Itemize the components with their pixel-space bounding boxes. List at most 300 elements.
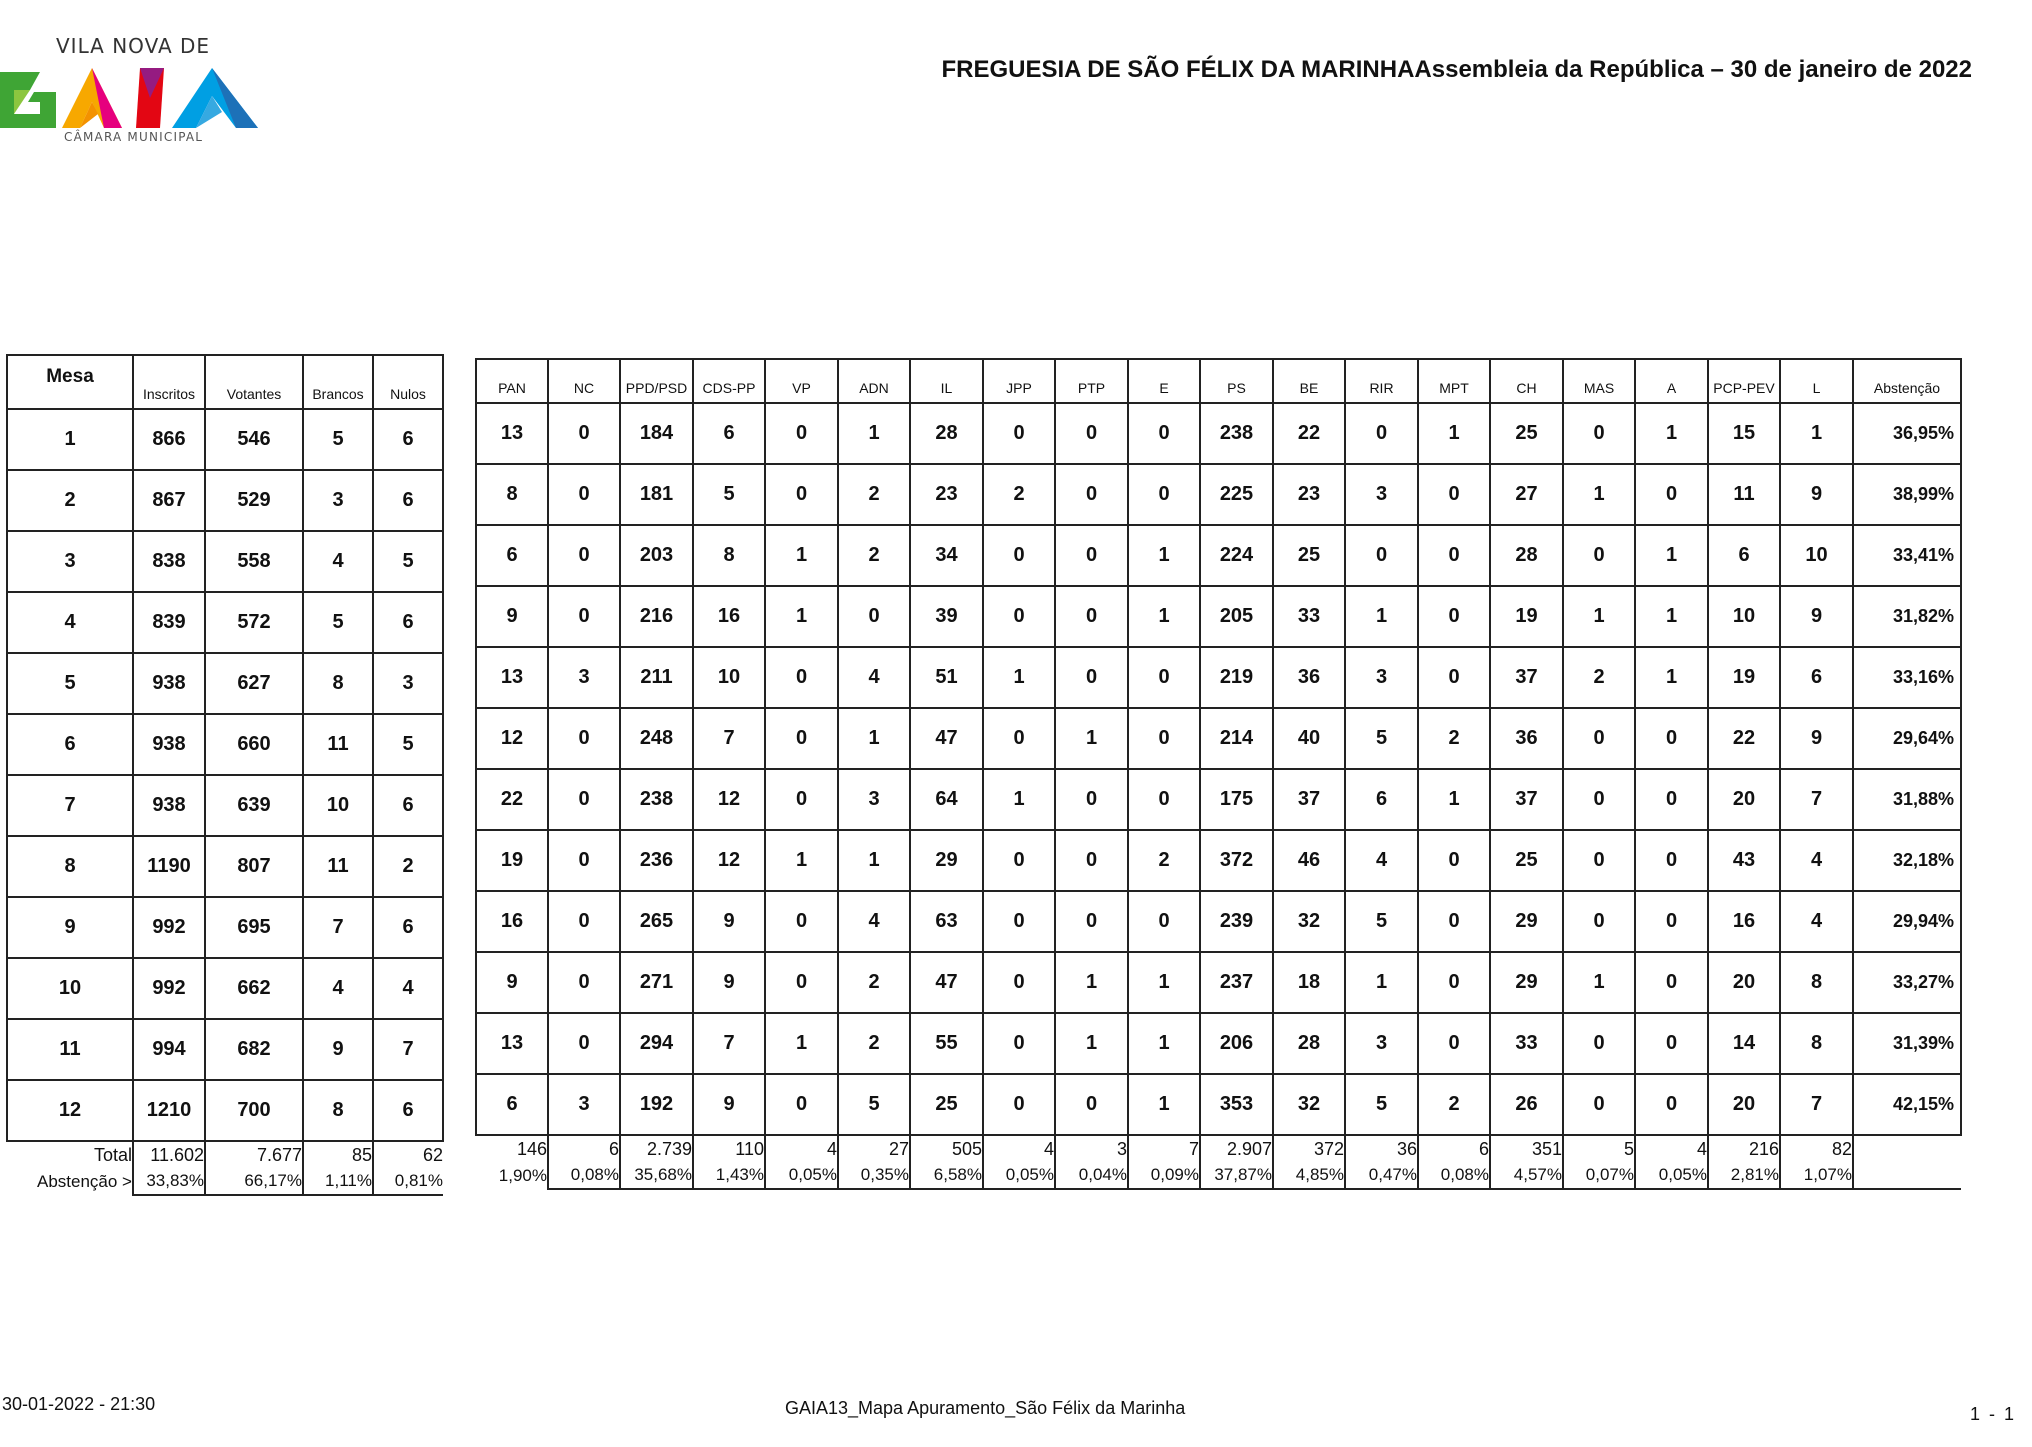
votes-cell: 1: [1563, 952, 1635, 1013]
percent-row: [7, 1168, 443, 1195]
votes-cell: 0: [765, 952, 838, 1013]
header-party: Abstenção: [1853, 359, 1961, 403]
total-cell: 7: [1128, 1135, 1200, 1162]
votes-cell: 9: [476, 586, 548, 647]
votes-cell: 0: [1345, 403, 1418, 464]
votes-cell: 12: [476, 708, 548, 769]
votes-cell: 8: [693, 525, 765, 586]
value-cell: 5: [303, 409, 373, 470]
total-cell: 2.739: [620, 1135, 693, 1162]
header-party: MAS: [1563, 359, 1635, 403]
votes-cell: 4: [1780, 830, 1853, 891]
votes-cell: 0: [983, 952, 1055, 1013]
abstention-cell: 33,41%: [1853, 525, 1961, 586]
votes-cell: 0: [1345, 525, 1418, 586]
total-cell: 5: [1563, 1135, 1635, 1162]
header-party: RIR: [1345, 359, 1418, 403]
votes-cell: 18: [1273, 952, 1345, 1013]
votes-cell: 37: [1273, 769, 1345, 830]
votes-cell: 294: [620, 1013, 693, 1074]
votes-cell: 3: [548, 1074, 620, 1135]
votes-cell: 0: [1563, 1013, 1635, 1074]
votes-cell: 0: [765, 708, 838, 769]
value-cell: 11: [303, 714, 373, 775]
votes-cell: 33: [1273, 586, 1345, 647]
table-row: [476, 647, 1961, 708]
votes-cell: 0: [1563, 525, 1635, 586]
votes-cell: 47: [910, 708, 983, 769]
percent-cell: 66,17%: [205, 1168, 303, 1195]
votes-cell: 0: [1128, 708, 1200, 769]
header-party: PS: [1200, 359, 1273, 403]
total-cell: 3: [1055, 1135, 1128, 1162]
votes-cell: 184: [620, 403, 693, 464]
abstention-cell: 29,94%: [1853, 891, 1961, 952]
votes-cell: 23: [1273, 464, 1345, 525]
header-party: ADN: [838, 359, 910, 403]
votes-cell: 1: [1128, 952, 1200, 1013]
votes-cell: 0: [1635, 708, 1708, 769]
percent-cell: 4,57%: [1490, 1162, 1563, 1189]
votes-cell: 27: [1490, 464, 1563, 525]
value-cell: 627: [205, 653, 303, 714]
total-cell: 27: [838, 1135, 910, 1162]
votes-cell: 214: [1200, 708, 1273, 769]
value-cell: 938: [133, 775, 205, 836]
value-cell: 3: [373, 653, 443, 714]
votes-cell: 28: [1490, 525, 1563, 586]
votes-cell: 2: [838, 1013, 910, 1074]
votes-cell: 11: [1708, 464, 1780, 525]
abstention-cell: 31,88%: [1853, 769, 1961, 830]
abstention-cell: 42,15%: [1853, 1074, 1961, 1135]
value-cell: 660: [205, 714, 303, 775]
percent-cell: 4,85%: [1273, 1162, 1345, 1189]
votes-cell: 6: [476, 1074, 548, 1135]
votes-cell: 1: [1563, 464, 1635, 525]
votes-cell: 0: [1635, 952, 1708, 1013]
votes-cell: 39: [910, 586, 983, 647]
footer-datetime: 30-01-2022 - 21:30: [2, 1394, 156, 1414]
votes-cell: 0: [548, 1013, 620, 1074]
header-votantes: Votantes: [205, 355, 303, 409]
total-label: Total: [93, 1144, 132, 1165]
votes-cell: 225: [1200, 464, 1273, 525]
votes-cell: 13: [476, 1013, 548, 1074]
votes-cell: 7: [1780, 1074, 1853, 1135]
value-cell: 838: [133, 531, 205, 592]
votes-cell: 192: [620, 1074, 693, 1135]
votes-cell: 14: [1708, 1013, 1780, 1074]
votes-cell: 1: [1055, 952, 1128, 1013]
votes-cell: 9: [693, 891, 765, 952]
percent-cell: 0,07%: [1563, 1162, 1635, 1189]
header-inscritos: Inscritos: [133, 355, 205, 409]
value-cell: 7: [373, 1019, 443, 1080]
votes-cell: 63: [910, 891, 983, 952]
header-party: CDS-PP: [693, 359, 765, 403]
votes-cell: 0: [765, 769, 838, 830]
votes-cell: 0: [983, 830, 1055, 891]
votes-cell: 51: [910, 647, 983, 708]
table-row: [7, 836, 443, 897]
votes-cell: 22: [476, 769, 548, 830]
value-cell: 6: [373, 592, 443, 653]
votes-cell: 22: [1708, 708, 1780, 769]
votes-cell: 19: [1708, 647, 1780, 708]
votes-cell: 0: [1635, 1013, 1708, 1074]
votes-cell: 2: [1418, 708, 1490, 769]
value-cell: 994: [133, 1019, 205, 1080]
total-cell: 4: [983, 1135, 1055, 1162]
value-cell: 867: [133, 470, 205, 531]
votes-cell: 0: [1563, 891, 1635, 952]
votes-cell: 9: [693, 1074, 765, 1135]
votes-cell: 7: [1780, 769, 1853, 830]
votes-cell: 4: [838, 647, 910, 708]
total-cell: 11.602: [133, 1141, 205, 1168]
percent-cell: 1,07%: [1780, 1162, 1853, 1189]
percent-cell: 0,81%: [373, 1168, 443, 1195]
header-party: A: [1635, 359, 1708, 403]
votes-cell: 4: [1345, 830, 1418, 891]
left-results-table: [6, 354, 444, 1196]
table-row: [7, 775, 443, 836]
votes-cell: 1: [1635, 403, 1708, 464]
votes-cell: 9: [1780, 464, 1853, 525]
mesa-cell: 8: [7, 836, 133, 897]
votes-cell: 5: [1345, 1074, 1418, 1135]
votes-cell: 0: [1635, 1074, 1708, 1135]
percent-cell: 2,81%: [1708, 1162, 1780, 1189]
votes-cell: 16: [693, 586, 765, 647]
votes-cell: 46: [1273, 830, 1345, 891]
votes-cell: 1: [1635, 525, 1708, 586]
votes-cell: 0: [1055, 525, 1128, 586]
votes-cell: 1: [838, 830, 910, 891]
value-cell: 992: [133, 897, 205, 958]
votes-cell: 206: [1200, 1013, 1273, 1074]
votes-cell: 7: [693, 1013, 765, 1074]
votes-cell: 1: [765, 586, 838, 647]
header-party: L: [1780, 359, 1853, 403]
value-cell: 992: [133, 958, 205, 1019]
votes-cell: 0: [765, 891, 838, 952]
votes-cell: 0: [1128, 464, 1200, 525]
votes-cell: 25: [1490, 830, 1563, 891]
votes-cell: 0: [1055, 586, 1128, 647]
votes-cell: 29: [1490, 952, 1563, 1013]
percent-cell: 0,09%: [1128, 1162, 1200, 1189]
votes-cell: 6: [693, 403, 765, 464]
percent-cell: 0,08%: [1418, 1162, 1490, 1189]
votes-cell: 0: [1418, 647, 1490, 708]
mesa-cell: 12: [7, 1080, 133, 1141]
votes-cell: 0: [1635, 464, 1708, 525]
votes-cell: 5: [838, 1074, 910, 1135]
percent-cell: 1,90%: [498, 1165, 547, 1185]
totals-row: [7, 1141, 443, 1168]
mesa-cell: 7: [7, 775, 133, 836]
votes-cell: 64: [910, 769, 983, 830]
percent-cell: 0,47%: [1345, 1162, 1418, 1189]
votes-cell: 0: [1418, 1013, 1490, 1074]
votes-cell: 0: [1563, 1074, 1635, 1135]
votes-cell: 1: [1635, 647, 1708, 708]
total-cell: 7.677: [205, 1141, 303, 1168]
votes-cell: 40: [1273, 708, 1345, 769]
value-cell: 6: [373, 897, 443, 958]
votes-cell: 32: [1273, 1074, 1345, 1135]
votes-cell: 0: [1635, 830, 1708, 891]
table-row: [7, 409, 443, 470]
abstention-cell: 33,16%: [1853, 647, 1961, 708]
votes-cell: 238: [1200, 403, 1273, 464]
votes-cell: 3: [1345, 1013, 1418, 1074]
votes-cell: 37: [1490, 769, 1563, 830]
abstention-cell: 32,18%: [1853, 830, 1961, 891]
votes-cell: 2: [983, 464, 1055, 525]
header-party: MPT: [1418, 359, 1490, 403]
votes-cell: 1: [1345, 952, 1418, 1013]
votes-cell: 211: [620, 647, 693, 708]
percent-cell: 0,08%: [548, 1162, 620, 1189]
votes-cell: 19: [476, 830, 548, 891]
votes-cell: 2: [1128, 830, 1200, 891]
votes-cell: 8: [1780, 1013, 1853, 1074]
table-row: [7, 653, 443, 714]
mesa-cell: 3: [7, 531, 133, 592]
votes-cell: 9: [693, 952, 765, 1013]
table-row: [476, 586, 1961, 647]
votes-cell: 3: [1345, 647, 1418, 708]
votes-cell: 9: [1780, 708, 1853, 769]
logo-bottom-text: CÂMARA MUNICIPAL: [64, 130, 204, 144]
votes-cell: 0: [548, 769, 620, 830]
value-cell: 3: [303, 470, 373, 531]
votes-cell: 1: [1345, 586, 1418, 647]
votes-cell: 12: [693, 769, 765, 830]
table-row: [476, 464, 1961, 525]
votes-cell: 47: [910, 952, 983, 1013]
votes-cell: 1: [1128, 1013, 1200, 1074]
votes-cell: 20: [1708, 769, 1780, 830]
votes-cell: 0: [1055, 403, 1128, 464]
gaia-logo-graphic: [0, 62, 290, 132]
value-cell: 572: [205, 592, 303, 653]
header-party: PPD/PSD: [620, 359, 693, 403]
votes-cell: 1: [1635, 586, 1708, 647]
votes-cell: 238: [620, 769, 693, 830]
abstention-cell: 31,82%: [1853, 586, 1961, 647]
votes-cell: 1: [1128, 586, 1200, 647]
total-cell: 372: [1273, 1135, 1345, 1162]
percent-row: [476, 1162, 1961, 1189]
votes-cell: 224: [1200, 525, 1273, 586]
votes-cell: 0: [983, 586, 1055, 647]
votes-cell: 20: [1708, 1074, 1780, 1135]
table-row: [476, 1074, 1961, 1135]
table-row: [476, 891, 1961, 952]
value-cell: 807: [205, 836, 303, 897]
votes-cell: 10: [693, 647, 765, 708]
votes-cell: 36: [1490, 708, 1563, 769]
votes-cell: 13: [476, 403, 548, 464]
value-cell: 11: [303, 836, 373, 897]
table-row: [7, 897, 443, 958]
page-title: FREGUESIA DE SÃO FÉLIX DA MARINHAAssembleia da República – 30 de janeiro de 2022: [941, 56, 1972, 83]
header-party: E: [1128, 359, 1200, 403]
votes-cell: 0: [548, 525, 620, 586]
percent-cell: 37,87%: [1200, 1162, 1273, 1189]
votes-cell: 7: [693, 708, 765, 769]
votes-cell: 353: [1200, 1074, 1273, 1135]
total-cell: 505: [910, 1135, 983, 1162]
votes-cell: 6: [1345, 769, 1418, 830]
votes-cell: 5: [1345, 708, 1418, 769]
table-row: [7, 592, 443, 653]
abstention-cell: 29,64%: [1853, 708, 1961, 769]
votes-cell: 1: [838, 403, 910, 464]
mesa-cell: 9: [7, 897, 133, 958]
votes-cell: 2: [1418, 1074, 1490, 1135]
votes-cell: 0: [765, 403, 838, 464]
right-results-table: [475, 358, 1962, 1190]
total-cell: 82: [1780, 1135, 1853, 1162]
votes-cell: 0: [1128, 769, 1200, 830]
votes-cell: 1: [1128, 1074, 1200, 1135]
total-cell: 216: [1708, 1135, 1780, 1162]
header-party: PCP-PEV: [1708, 359, 1780, 403]
value-cell: 7: [303, 897, 373, 958]
votes-cell: 0: [983, 708, 1055, 769]
votes-cell: 5: [1345, 891, 1418, 952]
votes-cell: 22: [1273, 403, 1345, 464]
value-cell: 558: [205, 531, 303, 592]
votes-cell: 0: [1418, 830, 1490, 891]
votes-cell: 1: [765, 525, 838, 586]
votes-cell: 33: [1490, 1013, 1563, 1074]
votes-cell: 6: [476, 525, 548, 586]
table-row: [476, 708, 1961, 769]
votes-cell: 0: [1635, 891, 1708, 952]
value-cell: 9: [303, 1019, 373, 1080]
table-row: [476, 830, 1961, 891]
table-row: [7, 1019, 443, 1080]
votes-cell: 25: [910, 1074, 983, 1135]
value-cell: 938: [133, 653, 205, 714]
mesa-cell: 10: [7, 958, 133, 1019]
votes-cell: 4: [838, 891, 910, 952]
votes-cell: 0: [1128, 403, 1200, 464]
total-cell: 146: [516, 1138, 547, 1159]
value-cell: 839: [133, 592, 205, 653]
votes-cell: 0: [548, 708, 620, 769]
votes-cell: 0: [1055, 769, 1128, 830]
header-party: IL: [910, 359, 983, 403]
votes-cell: 19: [1490, 586, 1563, 647]
votes-cell: 3: [1345, 464, 1418, 525]
votes-cell: 29: [910, 830, 983, 891]
percent-cell: 0,05%: [765, 1162, 838, 1189]
votes-cell: 0: [1418, 952, 1490, 1013]
votes-cell: 0: [548, 403, 620, 464]
header-party: BE: [1273, 359, 1345, 403]
votes-cell: 0: [548, 891, 620, 952]
value-cell: 2: [373, 836, 443, 897]
votes-cell: 0: [1055, 464, 1128, 525]
votes-cell: 0: [1055, 830, 1128, 891]
votes-cell: 0: [548, 952, 620, 1013]
votes-cell: 0: [548, 586, 620, 647]
votes-cell: 0: [1128, 647, 1200, 708]
percent-cell: 1,43%: [693, 1162, 765, 1189]
percent-cell: 0,04%: [1055, 1162, 1128, 1189]
value-cell: 5: [373, 531, 443, 592]
votes-cell: 0: [1418, 525, 1490, 586]
percent-cell: 0,35%: [838, 1162, 910, 1189]
footer-document-name: GAIA13_Mapa Apuramento_São Félix da Marinha: [785, 1398, 1186, 1418]
votes-cell: 43: [1708, 830, 1780, 891]
votes-cell: 265: [620, 891, 693, 952]
votes-cell: 0: [1563, 769, 1635, 830]
percent-cell: 0,05%: [983, 1162, 1055, 1189]
abstention-cell: 31,39%: [1853, 1013, 1961, 1074]
totals-row: [476, 1135, 1961, 1162]
total-cell: 110: [693, 1135, 765, 1162]
votes-cell: 12: [693, 830, 765, 891]
table-row: [476, 769, 1961, 830]
value-cell: 1190: [133, 836, 205, 897]
votes-cell: 1: [1055, 708, 1128, 769]
votes-cell: 36: [1273, 647, 1345, 708]
votes-cell: 1: [765, 830, 838, 891]
votes-cell: 37: [1490, 647, 1563, 708]
votes-cell: 2: [1563, 647, 1635, 708]
votes-cell: 25: [1490, 403, 1563, 464]
abstention-cell: 36,95%: [1853, 403, 1961, 464]
votes-cell: 13: [476, 647, 548, 708]
votes-cell: 3: [838, 769, 910, 830]
votes-cell: 0: [1055, 891, 1128, 952]
votes-cell: 23: [910, 464, 983, 525]
mesa-cell: 11: [7, 1019, 133, 1080]
percent-cell: 1,11%: [303, 1168, 373, 1195]
votes-cell: 1: [765, 1013, 838, 1074]
value-cell: 662: [205, 958, 303, 1019]
votes-cell: 372: [1200, 830, 1273, 891]
votes-cell: 26: [1490, 1074, 1563, 1135]
value-cell: 5: [303, 592, 373, 653]
votes-cell: 175: [1200, 769, 1273, 830]
votes-cell: 219: [1200, 647, 1273, 708]
votes-cell: 0: [983, 1013, 1055, 1074]
value-cell: 6: [373, 775, 443, 836]
value-cell: 10: [303, 775, 373, 836]
percent-cell: 35,68%: [620, 1162, 693, 1189]
header-nulos: Nulos: [373, 355, 443, 409]
votes-cell: 236: [620, 830, 693, 891]
votes-cell: 3: [548, 647, 620, 708]
votes-cell: 0: [765, 1074, 838, 1135]
votes-cell: 28: [1273, 1013, 1345, 1074]
total-cell: 85: [303, 1141, 373, 1168]
table-row: [7, 958, 443, 1019]
header-party: NC: [548, 359, 620, 403]
table-row: [476, 525, 1961, 586]
votes-cell: 1: [1418, 403, 1490, 464]
mesa-cell: 5: [7, 653, 133, 714]
